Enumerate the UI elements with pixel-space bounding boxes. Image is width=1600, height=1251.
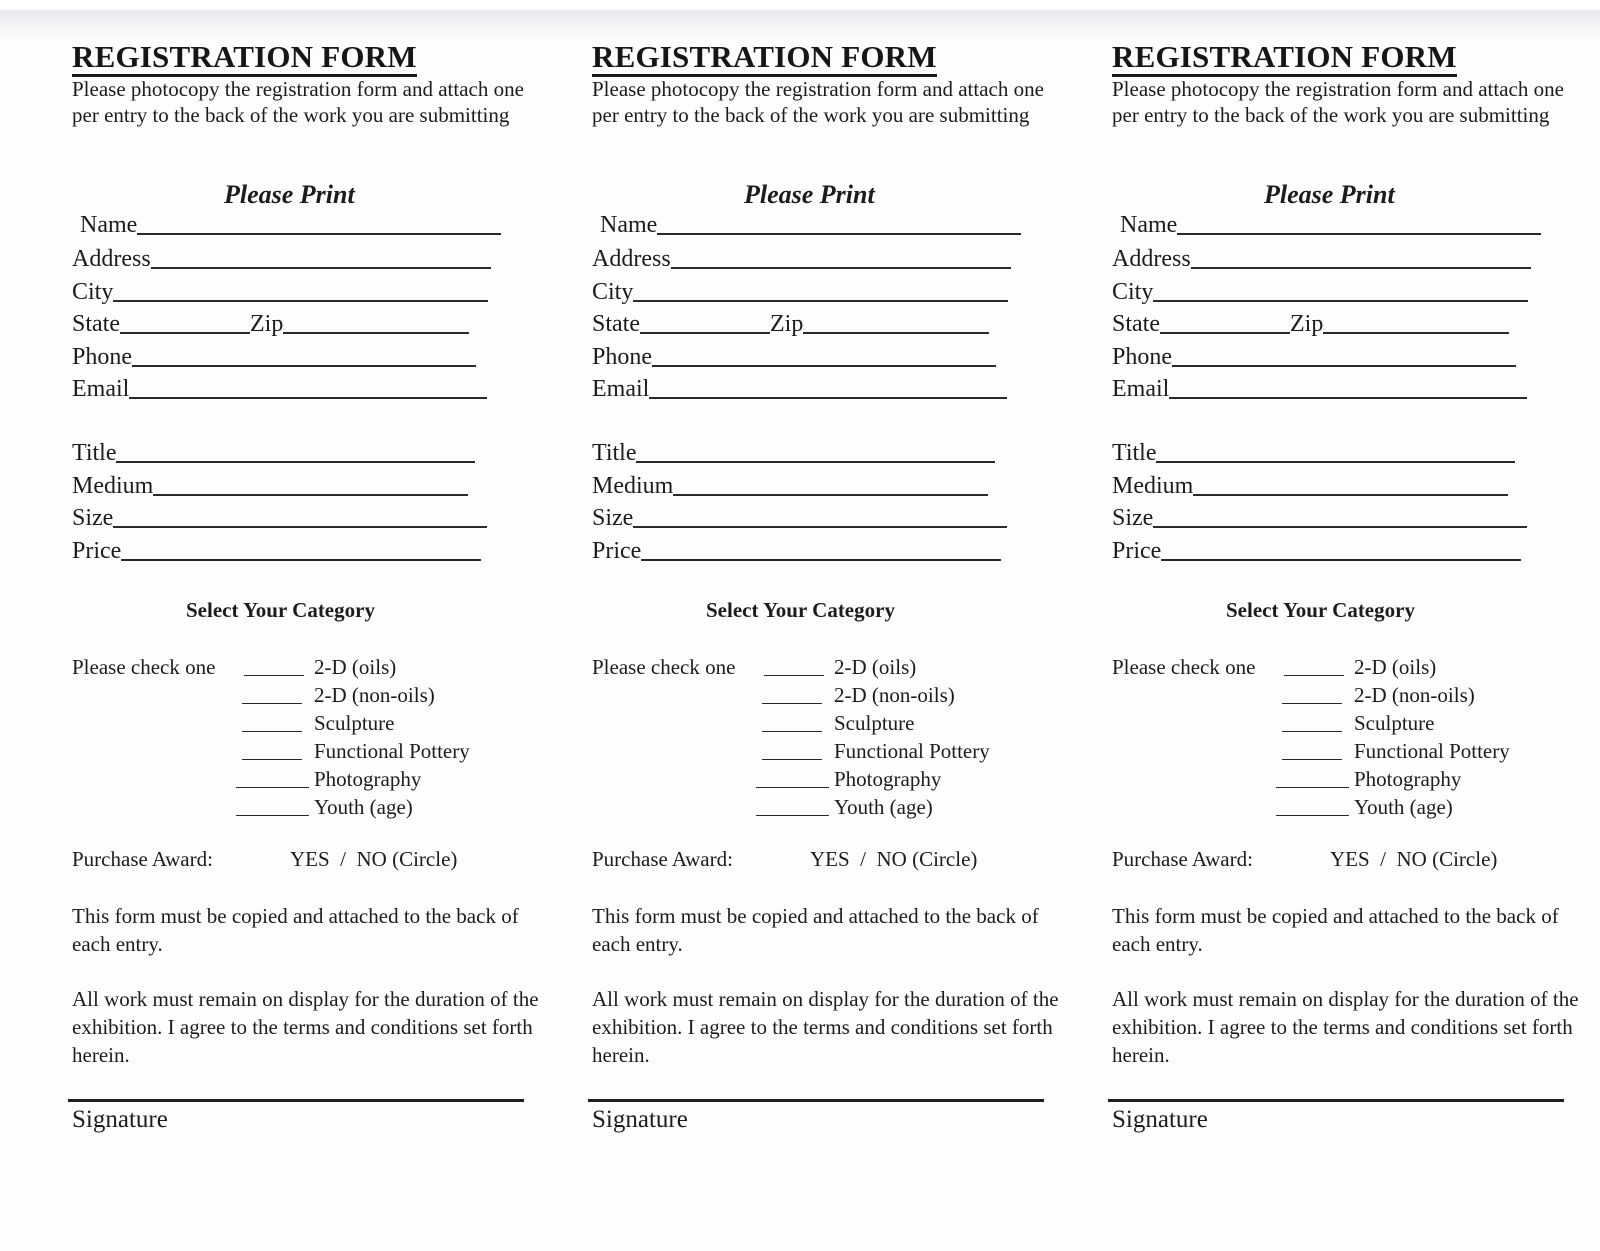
- copy-notice: This form must be copied and attached to the back of each entry.: [592, 904, 1039, 956]
- purchase-award-label: Purchase Award:: [1112, 847, 1253, 871]
- medium-label: Medium: [1112, 473, 1194, 499]
- form-title: REGISTRATION FORM: [72, 40, 417, 77]
- name-label: Name: [600, 212, 658, 238]
- signature-label: Signature: [72, 1106, 168, 1133]
- terms-text: All work must remain on display for the duration of the exhibition. I agree to the terms and conditions set forth herein.: [72, 987, 539, 1067]
- zip-input-line[interactable]: [283, 332, 469, 334]
- purchase-award-label: Purchase Award:: [72, 847, 213, 871]
- city-field[interactable]: [592, 275, 1008, 305]
- purchase-award: [72, 846, 458, 872]
- category-check-blank[interactable]: [764, 675, 824, 676]
- state-label: State: [1112, 311, 1160, 337]
- form-title: REGISTRATION FORM: [592, 40, 937, 77]
- category-check-blank[interactable]: [1282, 731, 1342, 732]
- category-label: Sculpture: [314, 711, 395, 735]
- category-check-blank[interactable]: [242, 759, 302, 760]
- size-label: Size: [72, 505, 114, 531]
- registration-form-1: [72, 0, 572, 1251]
- price-input-line[interactable]: [1161, 559, 1521, 561]
- city-input-line[interactable]: [1153, 300, 1528, 302]
- form-instructions: Please photocopy the registration form and attach one per entry to the back of the work you are submitting: [592, 77, 1044, 127]
- state-label: State: [72, 311, 120, 337]
- category-label: Photography: [834, 767, 942, 791]
- signature-label: Signature: [1112, 1106, 1208, 1133]
- phone-input-line[interactable]: [652, 365, 996, 367]
- price-label: Price: [1112, 538, 1162, 564]
- city-label: City: [72, 279, 114, 305]
- terms-text: All work must remain on display for the duration of the exhibition. I agree to the terms and conditions set forth herein.: [1112, 987, 1579, 1067]
- medium-field[interactable]: [72, 469, 468, 499]
- address-label: Address: [1112, 246, 1191, 272]
- category-label: Youth (age): [834, 795, 933, 819]
- category-check-blank[interactable]: [242, 703, 302, 704]
- category-label: Functional Pottery: [834, 739, 990, 763]
- category-label: 2-D (oils): [314, 655, 397, 679]
- purchase-award-options[interactable]: YES / NO (Circle): [290, 847, 458, 871]
- address-input-line[interactable]: [151, 267, 491, 269]
- name-field[interactable]: [1120, 208, 1541, 238]
- title-input-line[interactable]: [636, 461, 995, 463]
- medium-field[interactable]: [592, 469, 988, 499]
- city-field[interactable]: [1112, 275, 1528, 305]
- name-label: Name: [1120, 212, 1178, 238]
- address-input-line[interactable]: [671, 267, 1011, 269]
- signature-line[interactable]: [68, 1099, 524, 1102]
- city-label: City: [592, 279, 634, 305]
- address-input-line[interactable]: [1191, 267, 1531, 269]
- signature-label: Signature: [592, 1106, 688, 1133]
- zip-input-line[interactable]: [803, 332, 989, 334]
- state-zip-field[interactable]: [592, 307, 989, 337]
- size-input-line[interactable]: [1153, 526, 1527, 528]
- title-input-line[interactable]: [1156, 461, 1515, 463]
- name-input-line[interactable]: [657, 233, 1021, 235]
- category-label: Sculpture: [1354, 711, 1435, 735]
- title-label: Title: [72, 440, 117, 466]
- category-heading: Select Your Category: [186, 598, 375, 622]
- copy-notice: This form must be copied and attached to the back of each entry.: [72, 904, 519, 956]
- phone-field[interactable]: [592, 340, 996, 370]
- price-field[interactable]: [1112, 534, 1521, 564]
- zip-label: Zip: [1290, 311, 1324, 337]
- price-field[interactable]: [592, 534, 1001, 564]
- title-field[interactable]: [592, 436, 995, 466]
- category-prompt: Please check one: [592, 655, 736, 679]
- state-input-line[interactable]: [640, 332, 770, 334]
- category-label: Functional Pottery: [314, 739, 470, 763]
- category-check-blank[interactable]: [762, 731, 822, 732]
- purchase-award: [1112, 846, 1498, 872]
- size-input-line[interactable]: [633, 526, 1007, 528]
- phone-label: Phone: [72, 344, 132, 370]
- category-check-blank[interactable]: [756, 787, 829, 788]
- registration-form-3: [1112, 0, 1600, 1251]
- category-heading: Select Your Category: [706, 598, 895, 622]
- email-input-line[interactable]: [129, 397, 487, 399]
- email-label: Email: [1112, 376, 1170, 402]
- category-check-blank[interactable]: [236, 815, 309, 816]
- category-label: Sculpture: [834, 711, 915, 735]
- category-check-blank[interactable]: [762, 759, 822, 760]
- price-input-line[interactable]: [641, 559, 1001, 561]
- medium-input-line[interactable]: [1193, 494, 1508, 496]
- zip-label: Zip: [250, 311, 284, 337]
- address-label: Address: [592, 246, 671, 272]
- phone-input-line[interactable]: [1172, 365, 1516, 367]
- please-print-heading: Please Print: [1264, 180, 1395, 209]
- state-input-line[interactable]: [1160, 332, 1290, 334]
- purchase-award-options[interactable]: YES / NO (Circle): [1330, 847, 1498, 871]
- category-label: Photography: [314, 767, 422, 791]
- category-label: 2-D (non-oils): [834, 683, 955, 707]
- address-field[interactable]: [592, 242, 1011, 272]
- please-print-heading: Please Print: [744, 180, 875, 209]
- title-label: Title: [592, 440, 637, 466]
- category-prompt: Please check one: [72, 655, 216, 679]
- category-heading: Select Your Category: [1226, 598, 1415, 622]
- zip-label: Zip: [770, 311, 804, 337]
- email-input-line[interactable]: [649, 397, 1007, 399]
- category-label: 2-D (oils): [834, 655, 917, 679]
- size-input-line[interactable]: [113, 526, 487, 528]
- phone-field[interactable]: [1112, 340, 1516, 370]
- category-check-blank[interactable]: [1282, 759, 1342, 760]
- phone-label: Phone: [592, 344, 652, 370]
- category-check-blank[interactable]: [762, 703, 822, 704]
- terms-text: All work must remain on display for the duration of the exhibition. I agree to the terms and conditions set forth herein.: [592, 987, 1059, 1067]
- title-input-line[interactable]: [116, 461, 475, 463]
- medium-label: Medium: [592, 473, 674, 499]
- email-field[interactable]: [592, 372, 1007, 402]
- price-input-line[interactable]: [121, 559, 481, 561]
- size-field[interactable]: [72, 501, 487, 531]
- state-zip-field[interactable]: [72, 307, 469, 337]
- size-label: Size: [1112, 505, 1154, 531]
- category-label: Youth (age): [1354, 795, 1453, 819]
- medium-input-line[interactable]: [673, 494, 988, 496]
- email-label: Email: [592, 376, 650, 402]
- city-label: City: [1112, 279, 1154, 305]
- category-check-blank[interactable]: [1276, 787, 1349, 788]
- medium-label: Medium: [72, 473, 154, 499]
- title-field[interactable]: [1112, 436, 1515, 466]
- address-field[interactable]: [72, 242, 491, 272]
- state-zip-field[interactable]: [1112, 307, 1509, 337]
- size-label: Size: [592, 505, 634, 531]
- address-field[interactable]: [1112, 242, 1531, 272]
- price-field[interactable]: [72, 534, 481, 564]
- category-check-blank[interactable]: [756, 815, 829, 816]
- name-input-line[interactable]: [137, 233, 501, 235]
- signature-line[interactable]: [1108, 1099, 1564, 1102]
- form-instructions: Please photocopy the registration form and attach one per entry to the back of the work you are submitting: [1112, 77, 1564, 127]
- city-field[interactable]: [72, 275, 488, 305]
- name-field[interactable]: [80, 208, 501, 238]
- copy-notice: This form must be copied and attached to the back of each entry.: [1112, 904, 1559, 956]
- title-label: Title: [1112, 440, 1157, 466]
- email-label: Email: [72, 376, 130, 402]
- zip-input-line[interactable]: [1323, 332, 1509, 334]
- category-check-blank[interactable]: [242, 731, 302, 732]
- price-label: Price: [72, 538, 122, 564]
- size-field[interactable]: [592, 501, 1007, 531]
- title-field[interactable]: [72, 436, 475, 466]
- please-print-heading: Please Print: [224, 180, 355, 209]
- phone-input-line[interactable]: [132, 365, 476, 367]
- phone-field[interactable]: [72, 340, 476, 370]
- category-check-blank[interactable]: [1282, 703, 1342, 704]
- phone-label: Phone: [1112, 344, 1172, 370]
- purchase-award-options[interactable]: YES / NO (Circle): [810, 847, 978, 871]
- email-input-line[interactable]: [1169, 397, 1527, 399]
- name-field[interactable]: [600, 208, 1021, 238]
- purchase-award: [592, 846, 978, 872]
- name-input-line[interactable]: [1177, 233, 1541, 235]
- category-check-blank[interactable]: [244, 675, 304, 676]
- state-label: State: [592, 311, 640, 337]
- state-input-line[interactable]: [120, 332, 250, 334]
- category-label: Youth (age): [314, 795, 413, 819]
- purchase-award-label: Purchase Award:: [592, 847, 733, 871]
- registration-form-2: [592, 0, 1092, 1251]
- medium-input-line[interactable]: [153, 494, 468, 496]
- email-field[interactable]: [72, 372, 487, 402]
- category-check-blank[interactable]: [1276, 815, 1349, 816]
- city-input-line[interactable]: [633, 300, 1008, 302]
- category-check-blank[interactable]: [1284, 675, 1344, 676]
- category-prompt: Please check one: [1112, 655, 1256, 679]
- name-label: Name: [80, 212, 138, 238]
- category-label: Photography: [1354, 767, 1462, 791]
- address-label: Address: [72, 246, 151, 272]
- size-field[interactable]: [1112, 501, 1527, 531]
- form-instructions: Please photocopy the registration form and attach one per entry to the back of the work you are submitting: [72, 77, 524, 127]
- category-label: Functional Pottery: [1354, 739, 1510, 763]
- signature-line[interactable]: [588, 1099, 1044, 1102]
- email-field[interactable]: [1112, 372, 1527, 402]
- category-label: 2-D (oils): [1354, 655, 1437, 679]
- form-title: REGISTRATION FORM: [1112, 40, 1457, 77]
- category-label: 2-D (non-oils): [314, 683, 435, 707]
- price-label: Price: [592, 538, 642, 564]
- category-check-blank[interactable]: [236, 787, 309, 788]
- city-input-line[interactable]: [113, 300, 488, 302]
- category-label: 2-D (non-oils): [1354, 683, 1475, 707]
- medium-field[interactable]: [1112, 469, 1508, 499]
